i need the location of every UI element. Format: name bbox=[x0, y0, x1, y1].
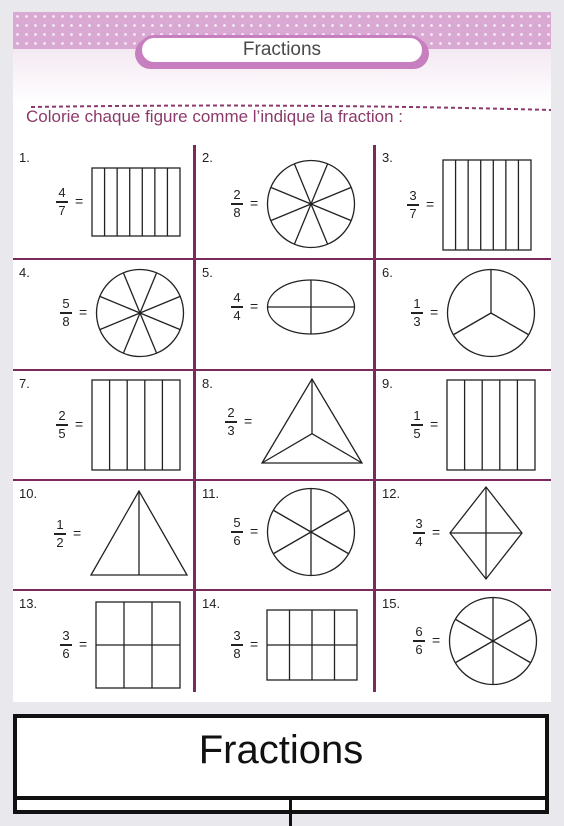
triangle-2-parts-figure[interactable] bbox=[89, 489, 189, 579]
exercise-cell bbox=[196, 260, 366, 370]
second-worksheet-preview[interactable] bbox=[13, 714, 549, 814]
equals-sign: = bbox=[432, 524, 441, 540]
exercise-cell bbox=[196, 591, 366, 701]
exercise-cell bbox=[376, 591, 546, 701]
fraction-numerator: 1 bbox=[413, 296, 421, 311]
rectangle-7-columns-figure[interactable] bbox=[442, 159, 532, 251]
exercise-number: 7. bbox=[19, 376, 30, 391]
exercise-cell bbox=[196, 481, 366, 591]
fraction-denominator: 3 bbox=[227, 422, 235, 438]
exercise-cell bbox=[13, 481, 183, 591]
second-worksheet-divider bbox=[289, 796, 292, 826]
fraction-label bbox=[228, 291, 246, 323]
equals-sign: = bbox=[75, 193, 84, 209]
fraction-label bbox=[51, 518, 69, 550]
circle-6-parts-figure[interactable] bbox=[448, 595, 538, 687]
exercise-cell bbox=[13, 260, 183, 370]
exercise-number: 3. bbox=[382, 150, 393, 165]
ellipse-4-parts-figure[interactable] bbox=[266, 272, 356, 342]
circle-6-parts-figure[interactable] bbox=[266, 487, 356, 577]
rhombus-4-parts-figure[interactable] bbox=[448, 485, 524, 581]
equals-sign: = bbox=[250, 636, 259, 652]
circle-3-parts-figure[interactable] bbox=[446, 268, 536, 358]
equals-sign: = bbox=[250, 523, 259, 539]
fraction-label bbox=[228, 188, 246, 220]
exercise-number: 2. bbox=[202, 150, 213, 165]
fraction-numerator: 1 bbox=[56, 517, 64, 532]
fraction-label bbox=[410, 625, 428, 657]
exercise-cell bbox=[13, 145, 183, 255]
fraction-denominator: 4 bbox=[233, 307, 241, 323]
exercise-cell bbox=[376, 481, 546, 591]
fraction-numerator: 1 bbox=[413, 408, 421, 423]
exercise-number: 15. bbox=[382, 596, 401, 611]
equals-sign: = bbox=[79, 304, 88, 320]
instruction-text: Colorie chaque figure comme l’indique la fraction : bbox=[26, 107, 404, 126]
fraction-numerator: 4 bbox=[58, 185, 66, 200]
fraction-numerator: 5 bbox=[233, 515, 241, 530]
rectangle-4x2-grid-figure[interactable] bbox=[266, 609, 358, 681]
fraction-denominator: 6 bbox=[62, 645, 70, 661]
fraction-denominator: 5 bbox=[58, 425, 66, 441]
triangle-3-parts-figure[interactable] bbox=[260, 377, 364, 467]
fraction-label bbox=[57, 297, 75, 329]
fraction-label bbox=[53, 186, 71, 218]
exercise-number: 8. bbox=[202, 376, 213, 391]
fraction-numerator: 2 bbox=[227, 405, 235, 420]
fraction-denominator: 4 bbox=[415, 533, 423, 549]
fraction-numerator: 3 bbox=[62, 628, 70, 643]
equals-sign: = bbox=[432, 632, 441, 648]
fraction-label bbox=[57, 629, 75, 661]
fraction-label bbox=[228, 629, 246, 661]
exercise-cell bbox=[376, 145, 546, 255]
second-worksheet-title: Fractions bbox=[198, 728, 364, 772]
rectangle-5-columns-figure[interactable] bbox=[446, 379, 536, 471]
fraction-numerator: 6 bbox=[415, 624, 423, 639]
second-worksheet-rule bbox=[17, 796, 545, 800]
fraction-numerator: 3 bbox=[233, 628, 241, 643]
fraction-numerator: 5 bbox=[62, 296, 70, 311]
exercise-number: 13. bbox=[19, 596, 38, 611]
worksheet-page bbox=[13, 12, 551, 702]
exercise-number: 11. bbox=[202, 486, 220, 501]
equals-sign: = bbox=[73, 525, 82, 541]
rectangle-5-columns-figure[interactable] bbox=[91, 379, 181, 471]
exercise-cell bbox=[376, 260, 546, 370]
exercise-cell bbox=[196, 371, 366, 481]
exercise-number: 12. bbox=[382, 486, 401, 501]
equals-sign: = bbox=[430, 416, 439, 432]
fraction-numerator: 3 bbox=[415, 516, 423, 531]
exercise-number: 9. bbox=[382, 376, 393, 391]
fraction-label bbox=[222, 406, 240, 438]
exercise-cell bbox=[13, 591, 183, 701]
exercise-number: 5. bbox=[202, 265, 213, 280]
exercise-number: 10. bbox=[19, 486, 38, 501]
fraction-label bbox=[408, 409, 426, 441]
fraction-label bbox=[408, 297, 426, 329]
fraction-label bbox=[53, 409, 71, 441]
fraction-denominator: 3 bbox=[413, 313, 421, 329]
fraction-denominator: 5 bbox=[413, 425, 421, 441]
worksheet-title-text: Fractions bbox=[242, 39, 322, 60]
fraction-numerator: 2 bbox=[233, 187, 241, 202]
circle-8-parts-figure[interactable] bbox=[266, 159, 356, 249]
fraction-denominator: 6 bbox=[415, 641, 423, 657]
exercise-cell bbox=[196, 145, 366, 255]
fraction-denominator: 8 bbox=[62, 313, 70, 329]
equals-sign: = bbox=[79, 636, 88, 652]
fraction-denominator: 8 bbox=[233, 204, 241, 220]
fraction-denominator: 6 bbox=[233, 532, 241, 548]
fraction-label bbox=[404, 189, 422, 221]
fraction-denominator: 7 bbox=[409, 205, 417, 221]
exercise-number: 14. bbox=[202, 596, 221, 611]
fraction-denominator: 8 bbox=[233, 645, 241, 661]
equals-sign: = bbox=[75, 416, 84, 432]
equals-sign: = bbox=[250, 195, 259, 211]
equals-sign: = bbox=[244, 413, 253, 429]
equals-sign: = bbox=[250, 298, 259, 314]
exercise-number: 1. bbox=[19, 150, 30, 165]
exercise-cell bbox=[13, 371, 183, 481]
exercise-number: 6. bbox=[382, 265, 393, 280]
equals-sign: = bbox=[430, 304, 439, 320]
fraction-label bbox=[228, 516, 246, 548]
fraction-numerator: 4 bbox=[233, 290, 241, 305]
equals-sign: = bbox=[426, 196, 435, 212]
rectangle-3x2-grid-figure[interactable] bbox=[95, 601, 181, 689]
fraction-label bbox=[410, 517, 428, 549]
worksheet-title bbox=[139, 35, 425, 65]
fraction-denominator: 7 bbox=[58, 202, 66, 218]
circle-8-parts-figure[interactable] bbox=[95, 268, 185, 358]
fraction-denominator: 2 bbox=[56, 534, 64, 550]
rectangle-7-columns-figure[interactable] bbox=[91, 167, 181, 237]
exercise-number: 4. bbox=[19, 265, 30, 280]
fraction-numerator: 2 bbox=[58, 408, 66, 423]
exercise-cell bbox=[376, 371, 546, 481]
fraction-numerator: 3 bbox=[409, 188, 417, 203]
